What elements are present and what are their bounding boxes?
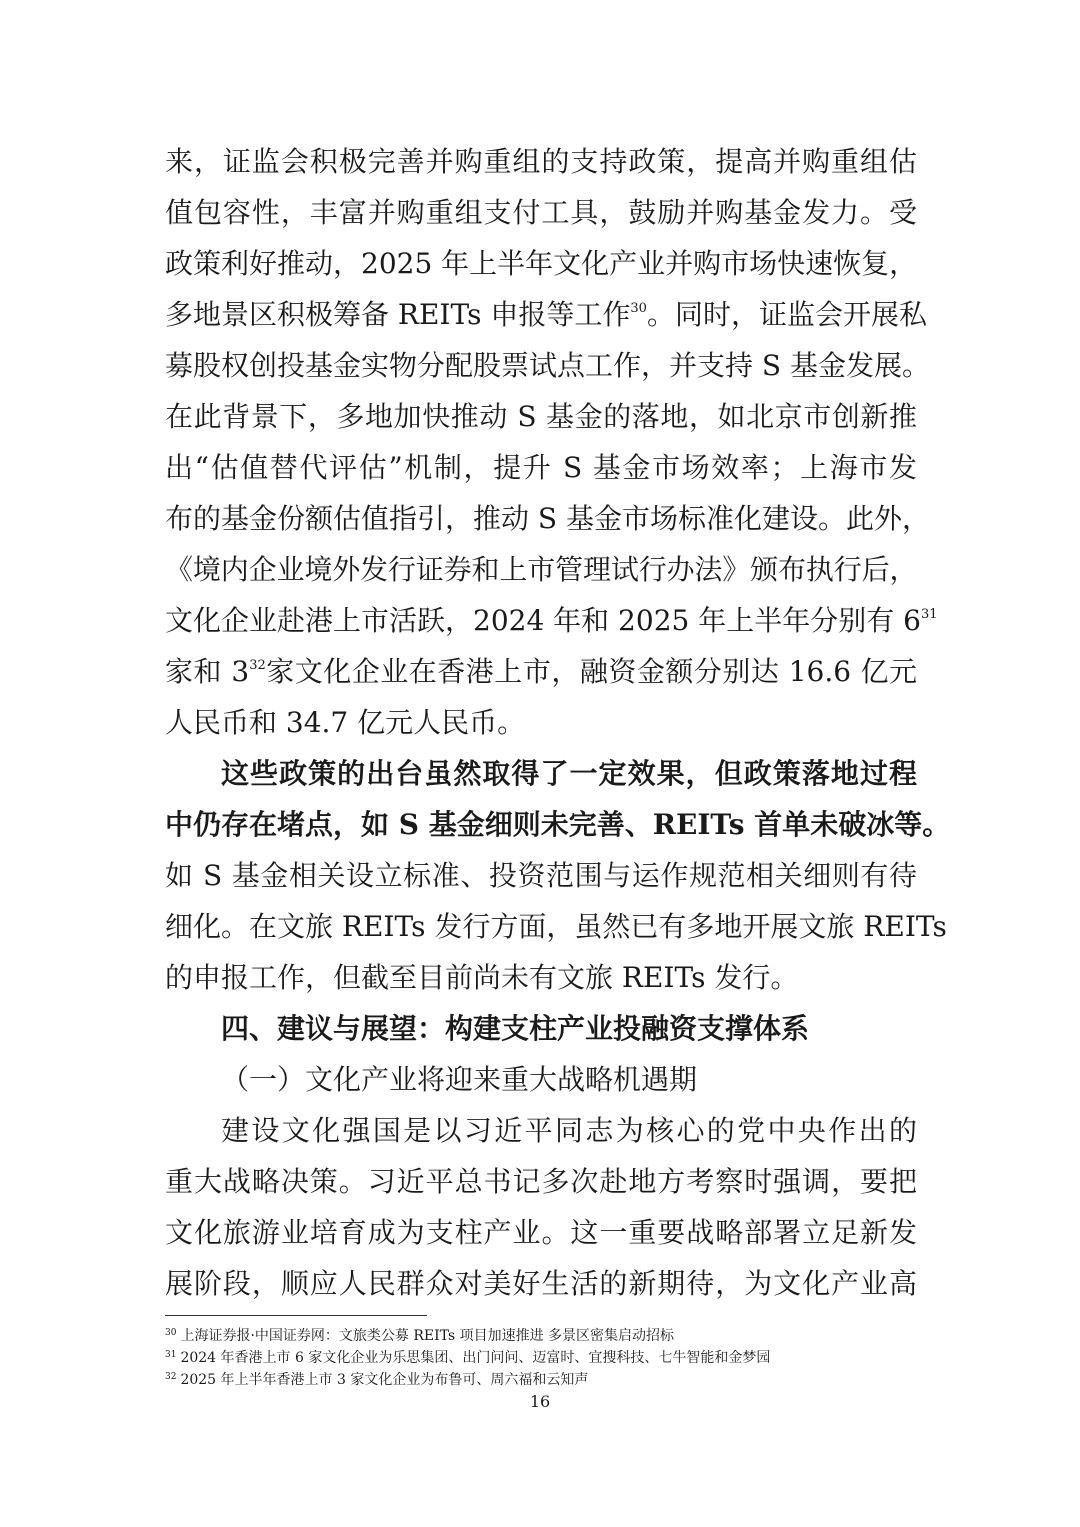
- body-line: 展阶段，顺应人民群众对美好生活的新期待，为文化产业高: [165, 1267, 917, 1300]
- body-line: 的申报工作，但截至目前尚未有文旅 REITs 发行。: [165, 961, 799, 994]
- body-line: 文化旅游业培育成为支柱产业。这一重要战略部署立足新发: [165, 1216, 917, 1249]
- page-number: 16: [529, 1392, 551, 1411]
- body-line: 《境内企业境外发行证券和上市管理试行办法》颁布执行后，: [165, 553, 917, 586]
- body-text: 家和 3: [165, 655, 250, 688]
- bold-paragraph-line: 这些政策的出台虽然取得了一定效果，但政策落地过程: [221, 757, 917, 790]
- body-line: [165, 290, 927, 340]
- footnote: [165, 1326, 925, 1346]
- body-line: 重大战略决策。习近平总书记多次赴地方考察时强调，要把: [165, 1165, 917, 1198]
- section-heading: 四、建议与展望：构建支柱产业投融资支撑体系: [221, 1012, 810, 1045]
- body-line: [165, 647, 917, 697]
- body-line: 来，证监会积极完善并购重组的支持政策，提高并购重组估: [165, 145, 917, 178]
- footnote-divider: [165, 1315, 427, 1316]
- body-text: 家文化企业在香港上市，融资金额分别达 16.6 亿元: [265, 655, 917, 688]
- footnote-ref: 31: [920, 607, 938, 622]
- footnote-text: 2025 年上半年香港上市 3 家文化企业为布鲁可、周六福和云知声: [180, 1372, 589, 1388]
- body-text: 文化企业赴港上市活跃，2024 年和 2025 年上半年分别有 6: [165, 604, 921, 637]
- body-line: [165, 596, 938, 646]
- body-line: 如 S 基金相关设立标准、投资范围与运作规范相关细则有待: [165, 859, 917, 892]
- footnote-number: 32: [165, 1372, 177, 1382]
- footnote: [165, 1348, 925, 1368]
- subsection-heading: （一）文化产业将迎来重大战略机遇期: [221, 1063, 698, 1096]
- footnote-text: 上海证券报·中国证券网：文旅类公募 REITs 项目加速推进 多景区密集启动招标: [180, 1328, 675, 1344]
- footnote-number: 30: [165, 1328, 177, 1338]
- body-line: 政策利好推动，2025 年上半年文化产业并购市场快速恢复，: [165, 247, 918, 280]
- body-line: 人民币和 34.7 亿元人民币。: [165, 706, 526, 739]
- body-line: 建设文化强国是以习近平同志为核心的党中央作出的: [221, 1114, 917, 1147]
- body-line: 细化。在文旅 REITs 发行方面，虽然已有多地开展文旅 REITs: [165, 910, 947, 943]
- body-line: 值包容性，丰富并购重组支付工具，鼓励并购基金发力。受: [165, 196, 917, 229]
- body-line: 布的基金份额估值指引，推动 S 基金市场标准化建设。此外，: [165, 502, 930, 535]
- footnote-ref: 32: [249, 658, 266, 673]
- body-line: 募股权创投基金实物分配股票试点工作，并支持 S 基金发展。: [165, 349, 930, 382]
- body-text: 。同时，证监会开展私: [646, 298, 927, 331]
- footnote-text: 2024 年香港上市 6 家文化企业为乐思集团、出门问问、迈富时、宜搜科技、七牛智能和金梦园: [180, 1350, 771, 1366]
- bold-paragraph-line: 中仍存在堵点，如 S 基金细则未完善、REITs 首单未破冰等。: [165, 808, 951, 841]
- footnote-number: 31: [165, 1350, 177, 1360]
- body-line: 出“估值替代评估”机制，提升 S 基金市场效率；上海市发: [165, 451, 917, 484]
- body-line: 在此背景下，多地加快推动 S 基金的落地，如北京市创新推: [165, 400, 917, 433]
- footnote-ref: 30: [630, 301, 647, 316]
- footnote: [165, 1370, 925, 1390]
- body-text: 多地景区积极筹备 REITs 申报等工作: [165, 298, 631, 331]
